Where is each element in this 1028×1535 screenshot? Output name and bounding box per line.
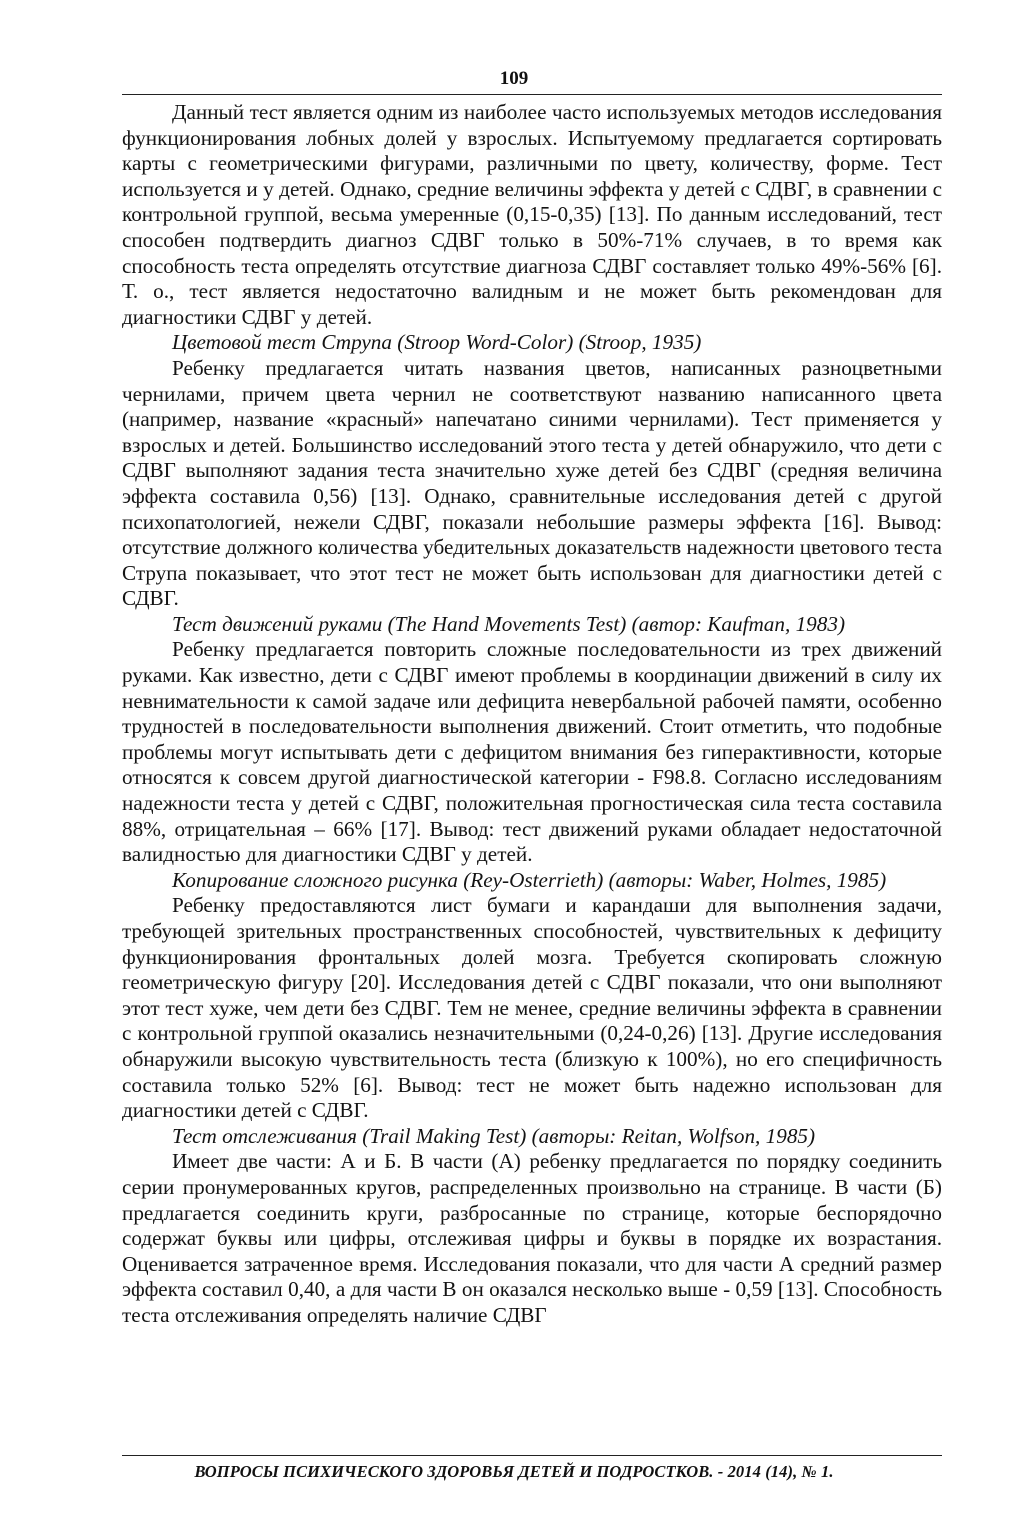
journal-footer: ВОПРОСЫ ПСИХИЧЕСКОГО ЗДОРОВЬЯ ДЕТЕЙ И ПОДРОСТКОВ. - 2014 (14), № 1. [194,1462,834,1481]
paragraph-trail-making-test: Имеет две части: А и Б. В части (А) ребенку предлагается по порядку соединить серии пронумерованных кругов, распределенных произвольно на странице. В части (Б) предлагается соединить круги, разбросанные по странице, которые беспорядочно содержат буквы или цифры, отслеживая цифры и буквы в порядке их возрастания. Оценивается затраченное время. Исследования показали, что для части А средний размер эффекта составил 0,40, а для части В он оказался несколько выше - 0,59 [13]. Способность теста отслеживания определять наличие СДВГ [122,1149,942,1327]
heading-stroop-test: Цветовой тест Струпа (Stroop Word-Color) (Stroop, 1935) [172,330,702,355]
paragraph-stroop-test: Ребенку предлагается читать названия цветов, написанных разноцветными чернилами, причем цвета чернил не соответствуют названию написанного цвета (например, название «красный» напечатано синими чернилами). Тест применяется у взрослых и детей. Большинство исследований этого теста у детей обнаружило, что дети с СДВГ выполняют задания теста значительно хуже детей без СДВГ (средняя величина эффекта составила 0,56) [13]. Однако, сравнительные исследования детей с другой психопатологией, нежели СДВГ, показали небольшие размеры эффекта [16]. Вывод: отсутствие должного количества убедительных доказательств надежности цветового теста Струпа показывает, что этот тест не может быть использован для диагностики детей с СДВГ. [122,355,942,611]
paragraph-hand-movements-test: Ребенку предлагается повторить сложные последовательности из трех движений руками. Как известно, дети с СДВГ имеют проблемы в координации движений в силу их невнимательности к самой задаче или дефицита невербальной рабочей памяти, особенно трудностей в последовательности выполнения движений. Стоит отметить, что подобные проблемы могут испытывать дети с дефицитом внимания без гиперактивности, которые относятся к совсем другой диагностической категории - F98.8. Согласно исследованиям надежности теста у детей с СДВГ, положительная прогностическая сила теста составила 88%, отрицательная – 66% [17]. Вывод: тест движений руками обладает недостаточной валидностью для диагностики СДВГ у детей. [122,637,942,867]
paragraph-rey-osterrieth: Ребенку предоставляются лист бумаги и карандаши для выполнения задачи, требующей зрительных пространственных способностей, чувствительных к дефициту функционирования фронтальных долей мозга. Требуется скопировать сложную геометрическую фигуру [20]. Исследования детей с СДВГ показали, что они выполняют этот тест хуже, чем дети без СДВГ. Тем не менее, средние величины эффекта в сравнении с контрольной группой оказались незначительными (0,24-0,26) [13]. Другие исследования обнаружили высокую чувствительность теста (близкую к 100%), но его специфичность составила только 52% [6]. Вывод: тест не может быть надежно использован для диагностики детей с СДВГ. [122,893,942,1123]
heading-rey-osterrieth: Копирование сложного рисунка (Rey-Osterrieth) (авторы: Waber, Holmes, 1985) [172,867,887,892]
paragraph-card-sorting: Данный тест является одним из наиболее часто используемых методов исследования функционирования лобных долей у взрослых. Испытуемому предлагается сортировать карты с геометрическими фигурами, различными по цвету, количеству, форме. Тест используется и у детей. Однако, средние величины эффекта у детей с СДВГ, в сравнении с контрольной группой, весьма умеренные (0,15-0,35) [13]. По данным исследований, тест способен подтвердить диагноз СДВГ только в 50%-71% случаев, в то время как способность теста определять отсутствие диагноза СДВГ составляет только 49%-56% [6]. Т. о., тест является недостаточно валидным и не может быть рекомендован для диагностики СДВГ у детей. [122,100,942,329]
page-number: 109 [499,68,529,89]
heading-trail-making-test: Тест отслеживания (Trail Making Test) (авторы: Reitan, Wolfson, 1985) [172,1123,816,1148]
article-body [122,100,942,1329]
heading-hand-movements-test: Тест движений руками (The Hand Movements Test) (автор: Kaufman, 1983) [172,611,846,636]
footer-divider [122,1455,942,1456]
header-divider [122,94,942,95]
